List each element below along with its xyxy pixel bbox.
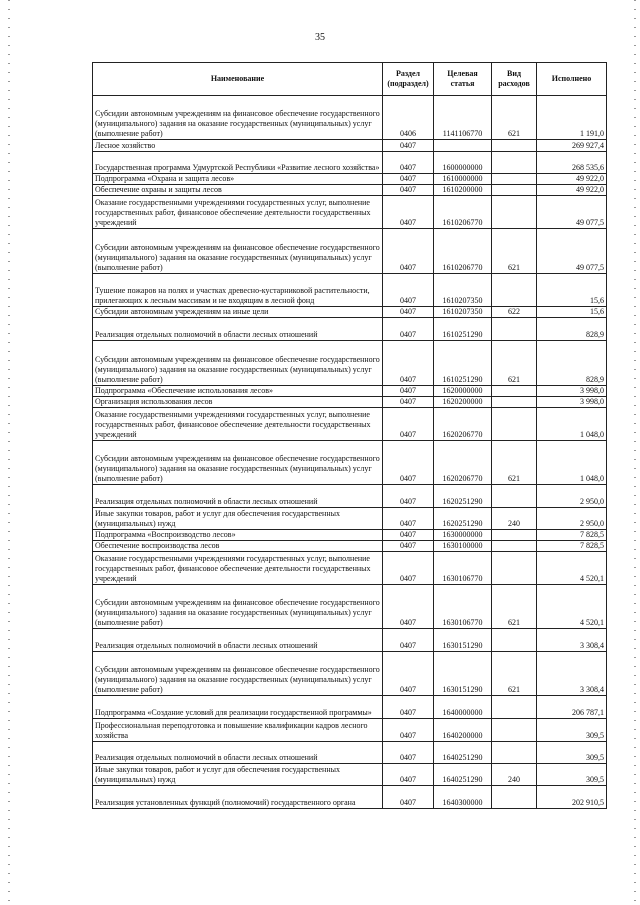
row-amount: 49 077,5	[537, 229, 607, 274]
row-target: 1620251290	[434, 485, 492, 508]
table-row	[93, 508, 607, 530]
row-type: 621	[492, 341, 537, 386]
row-amount: 2 950,0	[537, 485, 607, 508]
row-type: 621	[492, 652, 537, 696]
row-type	[492, 196, 537, 229]
row-target: 1640251290	[434, 742, 492, 764]
row-type	[492, 174, 537, 185]
row-name: Иные закупки товаров, работ и услуг для обеспечения государственных (муниципальных) нужд	[93, 764, 383, 786]
row-target: 1610251290	[434, 341, 492, 386]
row-amount: 2 950,0	[537, 508, 607, 530]
row-type: 621	[492, 441, 537, 485]
row-type	[492, 274, 537, 307]
table-row	[93, 441, 607, 485]
row-type	[492, 629, 537, 652]
table-row	[93, 652, 607, 696]
row-amount: 1 048,0	[537, 441, 607, 485]
row-name: Субсидии автономным учреждениям на финансовое обеспечение государственного (муниципального) задания на оказание государственных (муниципальных) услуг (выполнение работ)	[93, 96, 383, 140]
row-section: 0407	[383, 508, 434, 530]
row-amount: 3 998,0	[537, 397, 607, 408]
row-type: 240	[492, 764, 537, 786]
row-type: 621	[492, 585, 537, 629]
row-target: 1630000000	[434, 530, 492, 541]
row-target	[434, 140, 492, 152]
table-row	[93, 719, 607, 742]
table-row	[93, 397, 607, 408]
table-row	[93, 341, 607, 386]
row-section: 0407	[383, 174, 434, 185]
row-name: Субсидии автономным учреждениям на финансовое обеспечение государственного (муниципального) задания на оказание государственных (муниципальных) услуг (выполнение работ)	[93, 229, 383, 274]
table-body	[93, 96, 607, 809]
row-section: 0407	[383, 397, 434, 408]
row-target: 1620000000	[434, 386, 492, 397]
table-row	[93, 307, 607, 318]
row-target: 1630151290	[434, 629, 492, 652]
row-amount: 49 077,5	[537, 196, 607, 229]
table-row	[93, 485, 607, 508]
row-name: Подпрограмма «Воспроизводство лесов»	[93, 530, 383, 541]
row-target: 1640251290	[434, 764, 492, 786]
budget-table	[92, 62, 607, 809]
table-header-row	[93, 63, 607, 96]
row-amount: 15,6	[537, 274, 607, 307]
table-row	[93, 386, 607, 397]
row-target: 1640300000	[434, 786, 492, 809]
scan-edge-left	[8, 0, 10, 905]
table-row	[93, 408, 607, 441]
row-name: Подпрограмма «Обеспечение использования лесов»	[93, 386, 383, 397]
row-target: 1610207350	[434, 274, 492, 307]
table-row	[93, 696, 607, 719]
table-row	[93, 152, 607, 174]
row-name: Субсидии автономным учреждениям на финансовое обеспечение государственного (муниципального) задания на оказание государственных (муниципальных) услуг (выполнение работ)	[93, 441, 383, 485]
row-section: 0407	[383, 764, 434, 786]
table-row	[93, 229, 607, 274]
row-amount: 828,9	[537, 318, 607, 341]
row-name: Субсидии автономным учреждениям на иные цели	[93, 307, 383, 318]
row-type	[492, 719, 537, 742]
row-type: 240	[492, 508, 537, 530]
row-name: Иные закупки товаров, работ и услуг для обеспечения государственных (муниципальных) нужд	[93, 508, 383, 530]
table-row	[93, 530, 607, 541]
table-row	[93, 742, 607, 764]
table-row	[93, 541, 607, 552]
row-amount: 828,9	[537, 341, 607, 386]
row-amount: 202 910,5	[537, 786, 607, 809]
row-name: Реализация отдельных полномочий в области лесных отношений	[93, 629, 383, 652]
row-section: 0407	[383, 441, 434, 485]
row-amount: 15,6	[537, 307, 607, 318]
row-target: 1630151290	[434, 652, 492, 696]
row-type	[492, 786, 537, 809]
row-section: 0407	[383, 485, 434, 508]
row-type	[492, 140, 537, 152]
row-name: Реализация отдельных полномочий в области лесных отношений	[93, 742, 383, 764]
header-target: Целевая статья	[434, 63, 492, 96]
row-section: 0407	[383, 274, 434, 307]
table-row	[93, 96, 607, 140]
row-section: 0407	[383, 140, 434, 152]
row-target: 1610206770	[434, 196, 492, 229]
table-row	[93, 629, 607, 652]
table-row	[93, 585, 607, 629]
row-section: 0407	[383, 652, 434, 696]
row-type	[492, 397, 537, 408]
row-name: Лесное хозяйство	[93, 140, 383, 152]
table-row	[93, 764, 607, 786]
row-target: 1610206770	[434, 229, 492, 274]
table-row	[93, 140, 607, 152]
row-target: 1630106770	[434, 585, 492, 629]
row-name: Подпрограмма «Охрана и защита лесов»	[93, 174, 383, 185]
row-type	[492, 485, 537, 508]
row-section: 0407	[383, 742, 434, 764]
row-section: 0407	[383, 552, 434, 585]
row-section: 0407	[383, 530, 434, 541]
row-section: 0407	[383, 307, 434, 318]
row-type	[492, 742, 537, 764]
row-target: 1640200000	[434, 719, 492, 742]
table-row	[93, 318, 607, 341]
row-section: 0407	[383, 696, 434, 719]
row-amount: 4 520,1	[537, 552, 607, 585]
row-target: 1630106770	[434, 552, 492, 585]
row-amount: 1 191,0	[537, 96, 607, 140]
row-type: 622	[492, 307, 537, 318]
row-name: Субсидии автономным учреждениям на финансовое обеспечение государственного (муниципального) задания на оказание государственных (муниципальных) услуг (выполнение работ)	[93, 652, 383, 696]
row-type	[492, 541, 537, 552]
row-name: Обеспечение охраны и защиты лесов	[93, 185, 383, 196]
row-name: Государственная программа Удмуртской Республики «Развитие лесного хозяйства»	[93, 152, 383, 174]
row-target: 1610200000	[434, 185, 492, 196]
row-amount: 206 787,1	[537, 696, 607, 719]
row-target: 1600000000	[434, 152, 492, 174]
row-section: 0407	[383, 152, 434, 174]
row-target: 1620251290	[434, 508, 492, 530]
row-name: Тушение пожаров на полях и участках древесно-кустарниковой растительности, прилегающих к лесным массивам и не входящим в лесной фонд	[93, 274, 383, 307]
row-section: 0407	[383, 185, 434, 196]
row-amount: 309,5	[537, 764, 607, 786]
row-section: 0407	[383, 719, 434, 742]
row-name: Подпрограмма «Создание условий для реализации государственной программы»	[93, 696, 383, 719]
row-name: Реализация отдельных полномочий в области лесных отношений	[93, 485, 383, 508]
row-section: 0407	[383, 585, 434, 629]
row-amount: 7 828,5	[537, 541, 607, 552]
row-name: Реализация отдельных полномочий в области лесных отношений	[93, 318, 383, 341]
header-amount: Исполнено	[537, 63, 607, 96]
row-section: 0407	[383, 386, 434, 397]
table-row	[93, 552, 607, 585]
row-section: 0406	[383, 96, 434, 140]
row-amount: 3 308,4	[537, 652, 607, 696]
row-amount: 4 520,1	[537, 585, 607, 629]
row-section: 0407	[383, 318, 434, 341]
scan-edge-right	[634, 0, 636, 905]
row-target: 1610251290	[434, 318, 492, 341]
table-row	[93, 185, 607, 196]
row-section: 0407	[383, 786, 434, 809]
row-amount: 269 927,4	[537, 140, 607, 152]
row-type	[492, 152, 537, 174]
row-target: 1610000000	[434, 174, 492, 185]
row-section: 0407	[383, 541, 434, 552]
row-amount: 309,5	[537, 742, 607, 764]
row-name: Субсидии автономным учреждениям на финансовое обеспечение государственного (муниципального) задания на оказание государственных (муниципальных) услуг (выполнение работ)	[93, 585, 383, 629]
page-number: 35	[315, 32, 325, 43]
table-row	[93, 196, 607, 229]
row-name: Организация использования лесов	[93, 397, 383, 408]
row-target: 1610207350	[434, 307, 492, 318]
header-section: Раздел (подраздел)	[383, 63, 434, 96]
row-name: Субсидии автономным учреждениям на финансовое обеспечение государственного (муниципального) задания на оказание государственных (муниципальных) услуг (выполнение работ)	[93, 341, 383, 386]
row-name: Оказание государственными учреждениями государственных услуг, выполнение государственных работ, финансовое обеспечение деятельности государственных учреждений	[93, 408, 383, 441]
row-section: 0407	[383, 229, 434, 274]
row-section: 0407	[383, 341, 434, 386]
row-section: 0407	[383, 629, 434, 652]
row-type	[492, 386, 537, 397]
row-type	[492, 530, 537, 541]
row-type	[492, 696, 537, 719]
row-amount: 7 828,5	[537, 530, 607, 541]
table-row	[93, 274, 607, 307]
row-target: 1630100000	[434, 541, 492, 552]
row-amount: 3 998,0	[537, 386, 607, 397]
row-name: Обеспечение воспроизводства лесов	[93, 541, 383, 552]
row-section: 0407	[383, 408, 434, 441]
table-row	[93, 174, 607, 185]
row-amount: 268 535,6	[537, 152, 607, 174]
row-amount: 49 922,0	[537, 185, 607, 196]
header-name: Наименование	[93, 63, 383, 96]
row-name: Реализация установленных функций (полномочий) государственного органа	[93, 786, 383, 809]
row-amount: 309,5	[537, 719, 607, 742]
row-amount: 3 308,4	[537, 629, 607, 652]
row-name: Оказание государственными учреждениями государственных услуг, выполнение государственных работ, финансовое обеспечение деятельности государственных учреждений	[93, 196, 383, 229]
row-type	[492, 185, 537, 196]
row-target: 1620200000	[434, 397, 492, 408]
row-type: 621	[492, 229, 537, 274]
row-type	[492, 552, 537, 585]
row-section: 0407	[383, 196, 434, 229]
header-type: Вид расходов	[492, 63, 537, 96]
row-amount: 49 922,0	[537, 174, 607, 185]
row-type	[492, 408, 537, 441]
row-target: 1640000000	[434, 696, 492, 719]
row-target: 1620206770	[434, 408, 492, 441]
row-type	[492, 318, 537, 341]
row-target: 1141106770	[434, 96, 492, 140]
row-amount: 1 048,0	[537, 408, 607, 441]
row-name: Профессиональная переподготовка и повышение квалификации кадров лесного хозяйства	[93, 719, 383, 742]
row-target: 1620206770	[434, 441, 492, 485]
row-type: 621	[492, 96, 537, 140]
row-name: Оказание государственными учреждениями государственных услуг, выполнение государственных работ, финансовое обеспечение деятельности государственных учреждений	[93, 552, 383, 585]
table-row	[93, 786, 607, 809]
